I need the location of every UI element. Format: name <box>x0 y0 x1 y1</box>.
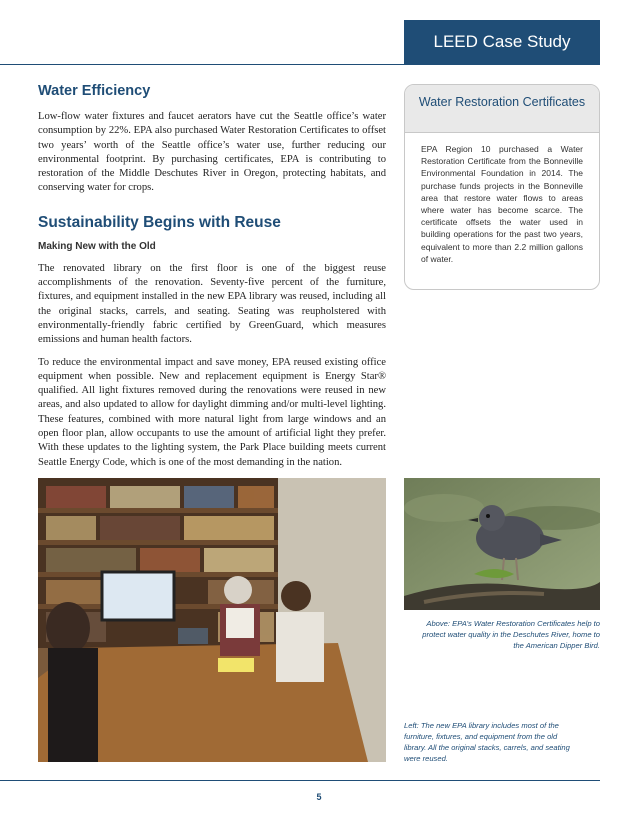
water-efficiency-paragraph: Low-flow water fixtures and faucet aerators have cut the Seattle office’s water consumption by 22%. EPA also purchased Water Restoration Certificates to offset two years’ worth of the Seattle office’s water use, further reducing our environmental footprint. By purchasing certificates, EPA is contributing to restoration of the Middle Deschutes River in Oregon, protecting habitats, and conserving water for crops. <box>38 111 386 194</box>
header-rule <box>0 64 600 65</box>
page-number: 5 <box>316 792 322 802</box>
library-photo <box>38 478 386 762</box>
reuse-subheading: Making New with the Old <box>38 240 156 252</box>
footer-rule <box>0 780 600 781</box>
dipper-bird-photo <box>404 478 600 610</box>
reuse-paragraph-1: The renovated library on the first floor is one of the biggest reuse accomplishments of the renovation. Seventy-five percent of the furniture, fixtures, and equipment installed in the new EPA library was reused, including all the original stacks, carrels, and seating. Seating was reupholstered with environmentally-friendly fabric certified by GreenGuard, which measures emissions and human health factors. <box>38 262 386 346</box>
sidebar-title: Water Restoration Certificates <box>405 85 599 133</box>
water-restoration-sidebar <box>404 84 600 290</box>
case-study-tag: LEED Case Study <box>404 20 600 64</box>
bird-photo-caption: Above: EPA’s Water Restoration Certificates help to protect water quality in the Deschutes River, home to the American Dipper Bird. <box>422 619 600 650</box>
reuse-heading: Sustainability Begins with Reuse <box>38 213 281 231</box>
main-column <box>38 82 386 470</box>
sidebar-body: EPA Region 10 purchased a Water Restoration Certificate from the Bonneville Environmental Foundation in 2014. The purchase funds projects in the Bonneville area that restore water flows to areas where water has become scarce. The certificate offsets the water used in building operations for the past two years, equivalent to more than 2.2 million gallons of water. <box>421 144 583 264</box>
library-photo-caption: Left: The new EPA library includes most of the furniture, fixtures, and equipment from the old library. All the original stacks, carrels, and seating were reused. <box>404 721 570 763</box>
reuse-paragraph-2: To reduce the environmental impact and save money, EPA reused existing office equipment when possible. New and replacement equipment is Energy Star® qualified. All light fixtures removed during the renovations were reused in new areas, and also updated to allow for daylight dimming and/or multi-level lighting. These features, combined with more natural light from large windows and an open floor plan, allow occupants to use the amount of artificial light they prefer. With these updates to the lighting system, the Park Place building meets current Seattle Energy Code, which is one of the most demanding in the nation. <box>38 356 386 468</box>
water-efficiency-heading: Water Efficiency <box>38 83 151 99</box>
